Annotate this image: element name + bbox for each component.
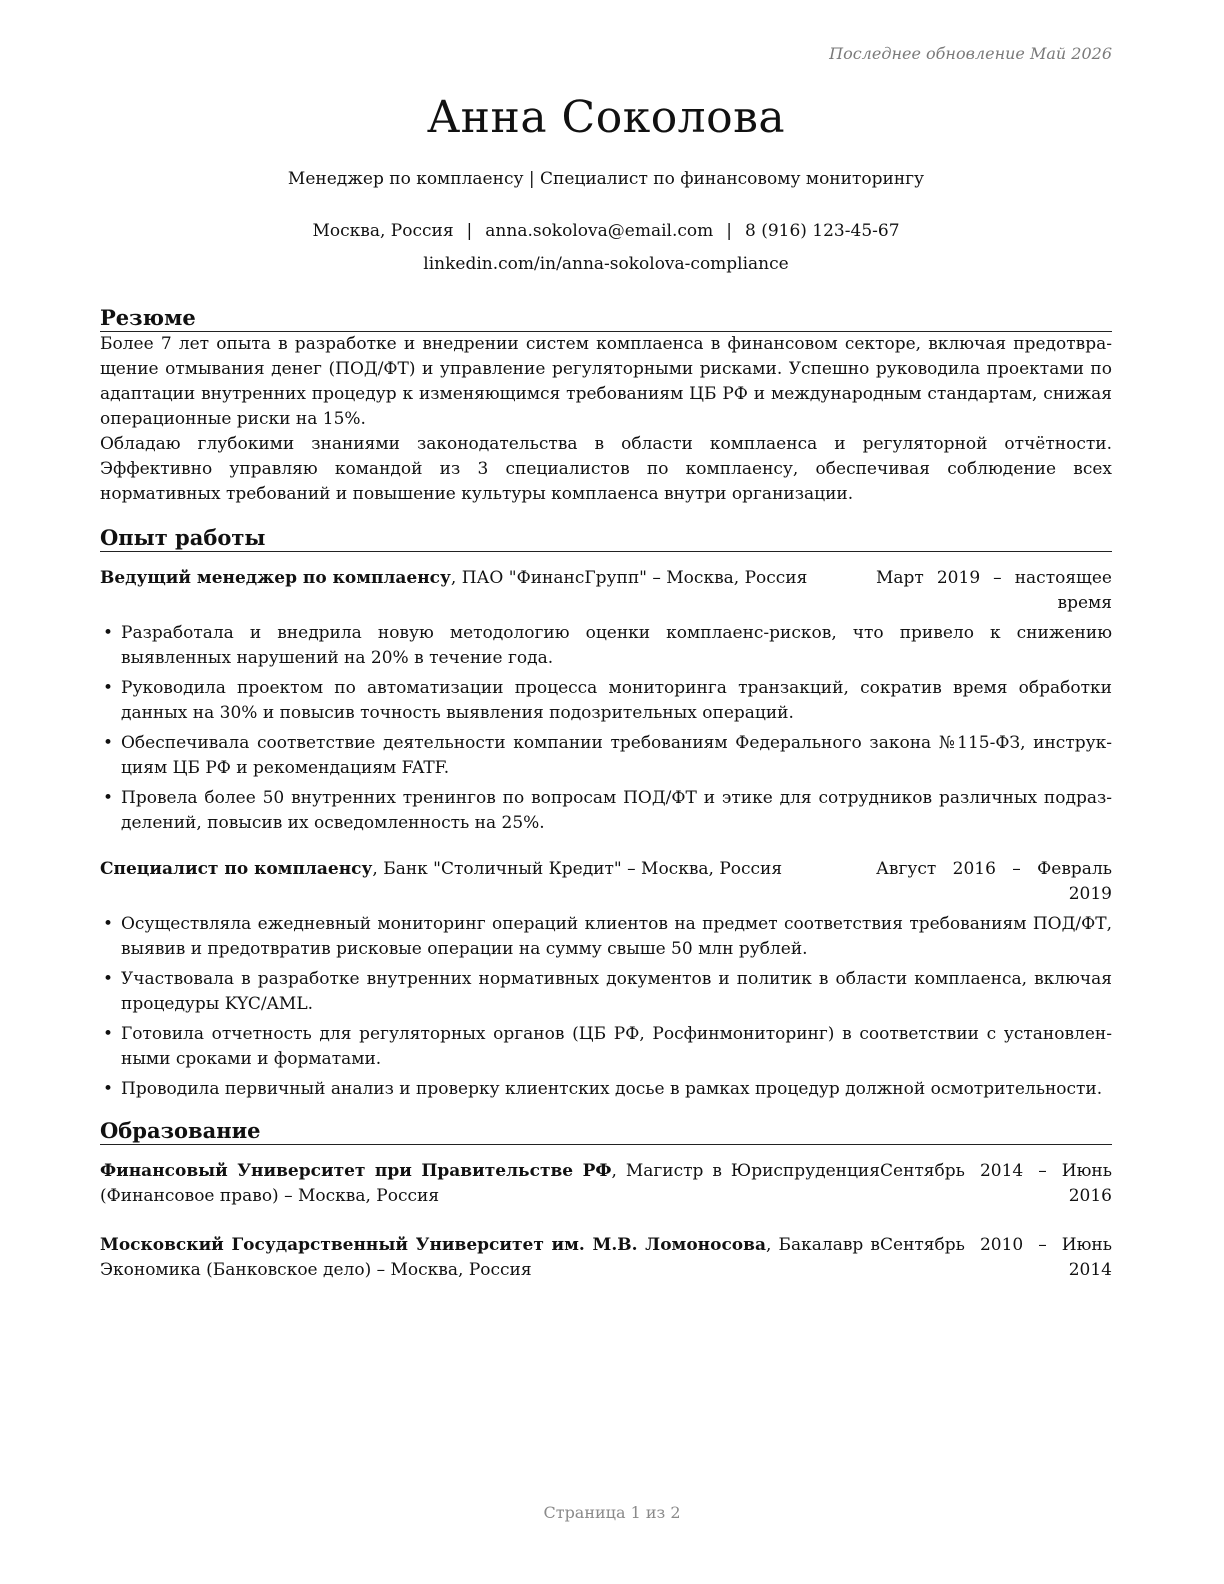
candidate-name: Анна Соколова [426,92,786,143]
location: Москва, Россия [312,221,454,241]
separator: | [726,221,732,241]
bullet: • [103,1079,114,1099]
bullet: • [103,733,114,753]
list-item [100,731,1112,781]
bullet: • [103,914,114,934]
list-item-text: Руководила проектом по автоматизации процесса мониторинга транзакций, сократив время обработки данных на 30% и повысив точность выявления подозрительных операций. [121,678,1112,723]
list-item-text: Разработала и внедрила новую методологию оценки комплаенс-рисков, что привело к снижению выявленных нарушений на 20% в течение года. [121,623,1112,668]
education-dates: Сентябрь 2014 – Июнь 2016 [880,1161,1112,1206]
job-dates: Август 2016 – Февраль 2019 [876,859,1112,904]
list-item [100,786,1112,836]
section-title-experience: Опыт работы [100,525,1112,552]
job-position [100,857,876,907]
bullet: • [103,678,114,698]
school-name: Московский Государственный Университет им. М.В. Ломоносова [100,1235,766,1255]
list-item-text: Проводила первичный анализ и проверку клиентских досье в рамках процедур должной осмотрительности. [121,1079,1103,1099]
job-dates: Март 2019 – настоящее время [876,568,1112,613]
page-number: Страница 1 из 2 [543,1503,681,1522]
bullet: • [103,969,114,989]
list-item [100,1022,1112,1072]
list-item-text: Участвовала в разработке внутренних нормативных документов и политик в области комплаенса, включая процедуры KYC/AML. [121,969,1112,1014]
summary-paragraph: Обладаю глубокими знаниями законодательства в области комплаенса и регуляторной отчётности. Эффективно управляю командой из 3 специалистов по комплаенсу, обеспечивая соблюдение всех нормативных требований и повышение культуры комплаенса внутри организации. [100,434,1112,504]
education-dates: Сентябрь 2010 – Июнь 2014 [880,1235,1112,1280]
phone: 8 (916) 123-45-67 [744,221,900,241]
email-link[interactable]: anna.sokolova@email.com [485,221,714,241]
school-name: Финансовый Университет при Правительстве РФ [100,1161,612,1181]
separator: | [466,221,473,241]
job-role: Специалист по комплаенсу [100,859,373,879]
education-institution [100,1233,880,1283]
bullet: • [103,623,114,643]
list-item [100,967,1112,1017]
list-item [100,676,1112,726]
list-item [100,621,1112,671]
contact-line [100,220,1112,242]
section-title-education: Образование [100,1118,1112,1145]
job-achievements [100,621,1112,836]
job-org: , Банк "Столичный Кредит" – Москва, Россия [372,859,783,879]
job-achievements [100,912,1112,1102]
list-item-text: Провела более 50 внутренних тренингов по вопросам ПОД/ФТ и этике для сотрудников различных подразделений, повысив их осведомленность на 25%. [121,788,1112,833]
job-position [100,566,876,616]
linkedin-link[interactable]: linkedin.com/in/anna-sokolova-compliance [423,254,789,274]
job-header [100,566,1112,616]
section-title-summary: Резюме [100,305,1112,332]
bullet: • [103,1024,114,1044]
summary-paragraph: Более 7 лет опыта в разработке и внедрении систем комплаенса в финансовом секторе, включая предотвращение отмывания денег (ПОД/ФТ) и управление регуляторными рисками. Успешно руководила проектами по адаптации внутренних процедур к изменяющимся требованиям ЦБ РФ и международным стандартам, снижая операционные риски на 15%. [100,334,1112,429]
education-entry [100,1159,1112,1209]
list-item-text: Осуществляла ежедневный мониторинг операций клиентов на предмет соответствия требованиям ПОД/ФТ, выявив и предотвратив рисковые операции на сумму свыше 50 млн рублей. [121,914,1112,959]
last-updated: Последнее обновление Май 2026 [829,44,1112,63]
list-item-text: Обеспечивала соответствие деятельности компании требованиям Федерального закона №115-ФЗ, инструкциям ЦБ РФ и рекомендациям FATF. [121,733,1112,778]
education-institution [100,1159,880,1209]
job-org: , ПАО "ФинансГрупп" – Москва, Россия [450,568,808,588]
list-item-text: Готовила отчетность для регуляторных органов (ЦБ РФ, Росфинмониторинг) в соответствии с установленными сроками и форматами. [121,1024,1112,1069]
job-title: Менеджер по комплаенсу | Специалист по финансовому мониторингу [287,169,925,189]
list-item [100,1077,1112,1102]
education-entry [100,1233,1112,1283]
bullet: • [103,788,114,808]
degree: , Бакалавр в Экономика (Банковское дело) – Москва, Россия [100,1235,881,1280]
degree: , Магистр в Юриспруденция (Финансовое право) – Москва, Россия [100,1161,880,1206]
list-item [100,912,1112,962]
job-role: Ведущий менеджер по комплаенсу [100,568,451,588]
job-header [100,857,1112,907]
